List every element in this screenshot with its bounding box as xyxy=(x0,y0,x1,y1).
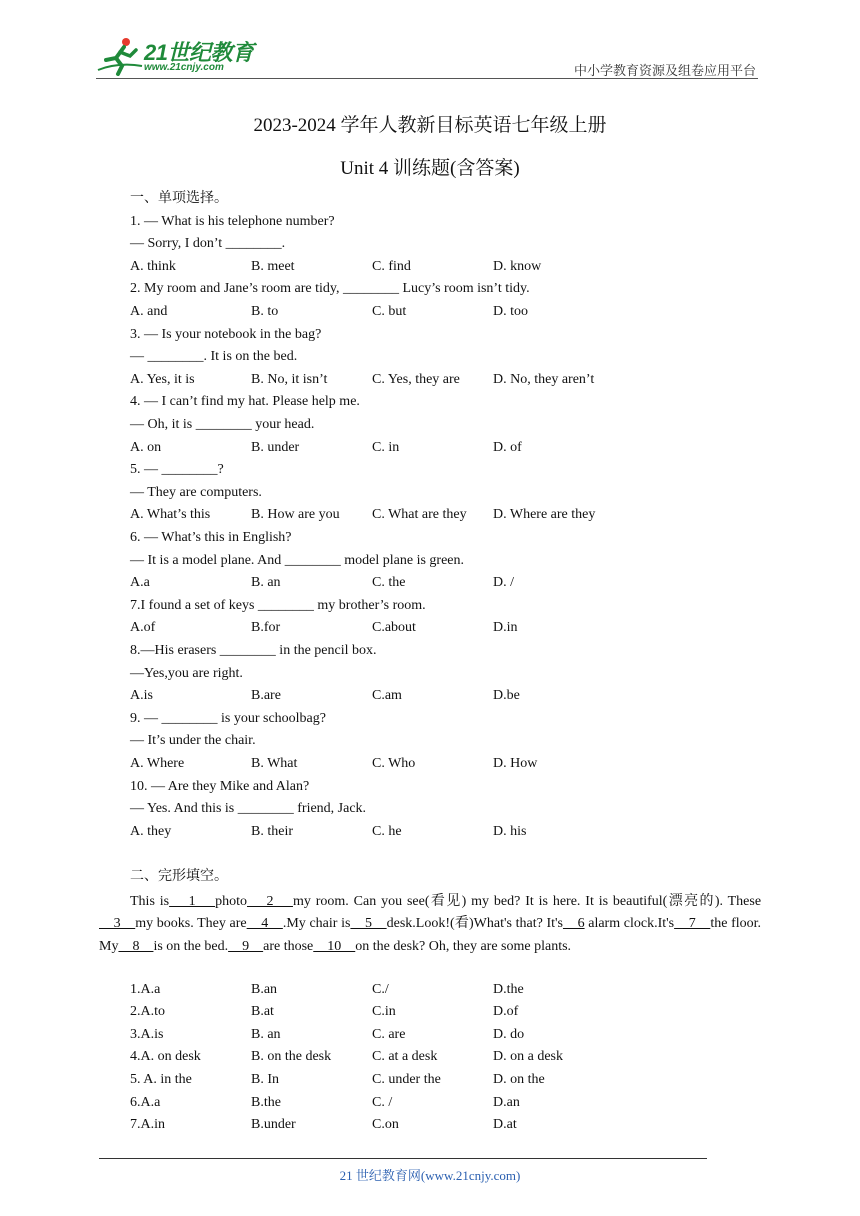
question-5-line: 5. — ________? xyxy=(130,462,224,478)
option-b: B. an xyxy=(251,1026,281,1042)
option-b: B. an xyxy=(251,575,281,591)
logo-url: www.21cnjy.com xyxy=(144,62,224,73)
runner-logo-icon xyxy=(96,36,146,76)
question-1-line: — Sorry, I don’t ________. xyxy=(130,236,286,252)
passage-text: photo xyxy=(215,893,247,909)
option-c: C. Yes, they are xyxy=(372,371,460,387)
cloze-blank: 10 xyxy=(313,938,356,954)
cloze-1-options xyxy=(130,981,770,999)
option-c: C.about xyxy=(372,620,416,636)
option-b: B.at xyxy=(251,1004,274,1020)
option-c: C. he xyxy=(372,823,402,839)
option-b: B.for xyxy=(251,620,281,636)
option-b: B. to xyxy=(251,304,279,319)
question-7-options xyxy=(130,619,770,637)
option-d: D. of xyxy=(493,439,522,455)
question-6-line: 6. — What’s this in English? xyxy=(130,530,292,545)
option-a: A. they xyxy=(130,823,172,839)
cloze-2-options xyxy=(130,1003,770,1021)
option-d: D. too xyxy=(493,304,528,319)
option-b: B. No, it isn’t xyxy=(251,371,328,387)
option-c: C./ xyxy=(372,981,389,997)
cloze-blank: 5 xyxy=(350,916,387,932)
question-3-line: 3. — Is your notebook in the bag? xyxy=(130,326,322,342)
option-d: D. on the xyxy=(493,1072,545,1087)
option-d: D.an xyxy=(493,1094,520,1110)
cloze-blank: 1 xyxy=(169,893,216,909)
option-c: C. Who xyxy=(372,756,416,771)
option-b: B.are xyxy=(251,688,281,704)
option-d: D. know xyxy=(493,258,542,274)
option-a: 7.A.in xyxy=(130,1117,165,1133)
option-d: D.in xyxy=(493,620,518,636)
passage-text: are those xyxy=(263,938,314,954)
option-c: C. the xyxy=(372,575,406,591)
option-c: C. under the xyxy=(372,1072,441,1087)
option-a: A. What’s this xyxy=(130,507,211,523)
doc-title-line2: Unit 4 训练题(含答案) xyxy=(340,158,520,179)
option-d: D. his xyxy=(493,823,527,839)
footer-text: 21 世纪教育网(www.21cnjy.com) xyxy=(339,1168,521,1183)
question-9-options xyxy=(130,755,770,773)
cloze-blank: 7 xyxy=(674,916,711,932)
option-d: D.the xyxy=(493,981,524,997)
passage-text: .My chair is xyxy=(282,916,351,932)
question-4-line: — Oh, it is ________ your head. xyxy=(130,417,315,432)
question-1-options xyxy=(130,258,770,276)
passage-text: alarm clock.It's xyxy=(584,916,675,932)
question-8-options xyxy=(130,687,770,705)
option-c: C. but xyxy=(372,304,407,319)
option-c: C. are xyxy=(372,1026,406,1042)
option-d: D. do xyxy=(493,1026,525,1042)
option-a: A.of xyxy=(130,620,156,636)
cloze-blank: 9 xyxy=(228,938,264,954)
option-b: B. on the desk xyxy=(251,1049,332,1065)
question-5-line: — They are computers. xyxy=(130,484,262,500)
option-a: 1.A.a xyxy=(130,981,161,997)
option-c: C.on xyxy=(372,1117,399,1133)
section2-heading: 二、完形填空。 xyxy=(130,869,228,884)
doc-title-line1: 2023-2024 学年人教新目标英语七年级上册 xyxy=(253,115,607,136)
cloze-passage xyxy=(99,891,761,959)
cloze-blank: 2 xyxy=(246,893,293,909)
option-a: 2.A.to xyxy=(130,1004,165,1020)
question-4-options xyxy=(130,439,770,457)
page-header xyxy=(96,28,758,80)
option-a: A. on xyxy=(130,439,162,455)
option-d: D. No, they aren’t xyxy=(493,371,595,387)
passage-text: is on the bed. xyxy=(153,938,229,954)
option-a: A. think xyxy=(130,258,176,274)
logo-text: 21世纪教育 xyxy=(144,40,254,65)
question-5-options xyxy=(130,506,770,524)
option-d: D. How xyxy=(493,756,538,771)
option-a: A. Where xyxy=(130,756,185,771)
passage-text: my books. They are xyxy=(135,916,247,932)
question-1-line: 1. — What is his telephone number? xyxy=(130,213,335,229)
question-7-line: 7.I found a set of keys ________ my brother’s room. xyxy=(130,597,426,613)
option-d: D. / xyxy=(493,575,514,591)
option-c: C. What are they xyxy=(372,507,467,523)
cloze-blank: 3 xyxy=(99,916,136,932)
question-9-line: 9. — ________ is your schoolbag? xyxy=(130,710,326,726)
option-b: B. meet xyxy=(251,258,295,274)
question-9-line: — It’s under the chair. xyxy=(130,733,256,749)
header-divider xyxy=(96,78,758,79)
section1-heading: 一、单项选择。 xyxy=(130,191,228,206)
option-d: D.be xyxy=(493,688,520,704)
header-platform-text: 中小学教育资源及组卷应用平台 xyxy=(573,63,756,78)
option-c: C. in xyxy=(372,439,400,455)
option-b: B. In xyxy=(251,1072,279,1087)
cloze-6-options xyxy=(130,1094,770,1112)
option-b: B.an xyxy=(251,981,278,997)
passage-text: This is xyxy=(130,893,170,909)
cloze-4-options xyxy=(130,1048,770,1066)
option-a: 3.A.is xyxy=(130,1026,164,1042)
cloze-blank: 6 xyxy=(562,916,585,932)
option-b: B. How are you xyxy=(251,507,340,523)
option-b: B.the xyxy=(251,1094,281,1110)
question-6-options xyxy=(130,574,770,592)
question-3-options xyxy=(130,371,770,389)
option-c: C. find xyxy=(372,258,411,274)
option-a: 5. A. in the xyxy=(130,1072,192,1087)
option-a: 6.A.a xyxy=(130,1094,161,1110)
option-b: B.under xyxy=(251,1117,296,1133)
option-a: A.a xyxy=(130,575,150,591)
question-10-line: 10. — Are they Mike and Alan? xyxy=(130,778,310,794)
option-a: A.is xyxy=(130,688,153,704)
passage-text: on the desk? Oh, they are some plants. xyxy=(355,938,572,954)
question-4-line: 4. — I can’t find my hat. Please help me. xyxy=(130,394,360,410)
question-3-line: — ________. It is on the bed. xyxy=(130,349,298,365)
option-c: C. / xyxy=(372,1094,393,1110)
passage-text: desk.Look!(看)What's that? It's xyxy=(386,916,563,932)
question-10-options xyxy=(130,823,770,841)
option-c: C.in xyxy=(372,1004,396,1020)
footer-divider xyxy=(99,1158,707,1159)
option-b: B. What xyxy=(251,756,298,771)
cloze-3-options xyxy=(130,1026,770,1044)
option-b: B. under xyxy=(251,439,300,455)
question-10-line: — Yes. And this is ________ friend, Jack. xyxy=(130,801,367,817)
option-b: B. their xyxy=(251,823,293,839)
logo xyxy=(96,34,266,78)
question-6-line: — It is a model plane. And ________ model plane is green. xyxy=(130,552,464,568)
passage-text: the floor. My xyxy=(99,916,762,954)
option-c: C.am xyxy=(372,688,402,704)
question-2-line: 2. My room and Jane’s room are tidy, ________ Lucy’s room isn’t tidy. xyxy=(130,281,530,297)
option-d: D.at xyxy=(493,1117,517,1133)
option-d: D. on a desk xyxy=(493,1049,563,1065)
passage-text: my room. Can you see(看见) my bed? It is here. It is beautiful(漂亮的). These xyxy=(292,893,762,909)
question-8-line: —Yes,you are right. xyxy=(130,665,243,681)
option-c: C. at a desk xyxy=(372,1049,438,1065)
option-a: A. and xyxy=(130,304,168,319)
option-d: D. Where are they xyxy=(493,507,596,523)
cloze-5-options xyxy=(130,1071,770,1089)
question-2-options xyxy=(130,303,770,321)
option-a: A. Yes, it is xyxy=(130,371,195,387)
option-a: 4.A. on desk xyxy=(130,1049,201,1065)
question-8-line: 8.—His erasers ________ in the pencil box. xyxy=(130,643,377,658)
option-d: D.of xyxy=(493,1004,519,1020)
cloze-blank: 8 xyxy=(118,938,154,954)
cloze-blank: 4 xyxy=(246,916,283,932)
cloze-7-options xyxy=(130,1116,770,1134)
